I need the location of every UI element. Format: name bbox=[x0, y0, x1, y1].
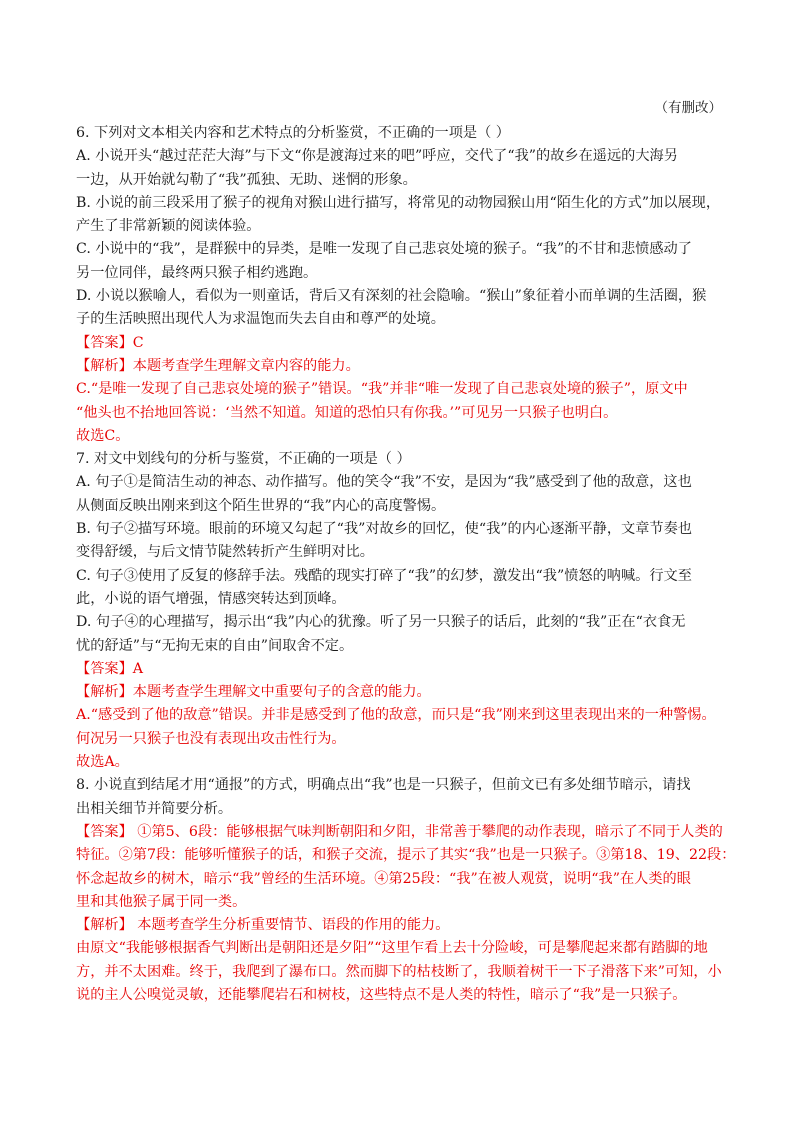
text-line: A.“感受到了他的敌意”错误。并非是感受到了他的敌意，而只是“我”刚来到这里表现出来的一种警惕。 bbox=[76, 707, 716, 724]
text-line: 怀念起故乡的树木，暗示“我”曾经的生活环境。④第25段：“我”在被人观赏，说明“我”在人类的眼 bbox=[76, 870, 691, 887]
text-line: 故选C。 bbox=[76, 427, 130, 444]
text-line: B. 句子②描写环境。眼前的环境又勾起了“我”对故乡的回忆，使“我”的内心逐渐平静，文章节奏也 bbox=[76, 521, 692, 538]
text-line: “他头也不抬地回答说：‘当然不知道。知道的恐怕只有你我。’”可见另一只猴子也明白。 bbox=[76, 404, 618, 421]
text-line: 何况另一只猴子也没有表现出攻击性行为。 bbox=[76, 730, 346, 747]
text-line: 另一位同伴，最终两只猴子相约逃跑。 bbox=[76, 264, 318, 281]
text-line: D. 句子④的心理描写，揭示出“我”内心的犹豫。听了另一只猴子的话后，此刻的“我”正在“衣食无 bbox=[76, 614, 686, 631]
text-line: C.“是唯一发现了自己悲哀处境的猴子”错误。“我”并非“唯一发现了自己悲哀处境的猴子”，原文中 bbox=[76, 381, 688, 398]
text-line: 此，小说的语气增强，情感突转达到顶峰。 bbox=[76, 590, 346, 607]
text-line: 【解析】本题考查学生理解文章内容的能力。 bbox=[76, 357, 360, 374]
text-line: 忧的舒适”与“无拘无束的自由”间取舍不定。 bbox=[76, 637, 354, 654]
text-line: 【答案】A bbox=[76, 660, 143, 677]
text-line: 方，并不太困难。终于，我爬到了瀑布口。然而脚下的枯枝断了，我顺着树干一下子滑落下来”可知，小 bbox=[76, 963, 722, 980]
text-line: 说的主人公嗅觉灵敏，还能攀爬岩石和树枝，这些特点不是人类的特性，暗示了“我”是一只猴子。 bbox=[76, 986, 687, 1003]
text-line: 【解析】 本题考查学生分析重要情节、语段的作用的能力。 bbox=[76, 917, 450, 934]
text-line: B. 小说的前三段采用了猴子的视角对猴山进行描写，将常见的动物园猴山用“陌生化的方式”加以展现， bbox=[76, 194, 721, 211]
text-line: A. 句子①是简洁生动的神态、动作描写。他的笑令“我”不安，是因为“我”感受到了他的敌意，这也 bbox=[76, 474, 692, 491]
document-body bbox=[76, 122, 736, 1007]
text-line: 出相关细节并简要分析。 bbox=[76, 800, 233, 817]
text-line: 从侧面反映出刚来到这个陌生世界的“我”内心的高度警惕。 bbox=[76, 497, 446, 514]
abridged-note: （有删改） bbox=[654, 100, 722, 116]
text-line: 特征。②第7段：能够听懂猴子的话，和猴子交流，提示了其实“我”也是一只猴子。③第18、19、22段： bbox=[76, 847, 736, 864]
text-line: A. 小说开头“越过茫茫大海”与下文“你是渡海过来的吧”呼应，交代了“我”的故乡在遥远的大海另 bbox=[76, 148, 678, 165]
text-line: 7. 对文中划线句的分析与鉴赏，不正确的一项是（ ） bbox=[76, 451, 411, 468]
text-line: 【答案】C bbox=[76, 334, 144, 351]
text-line: 子的生活映照出现代人为求温饱而失去自由和尊严的处境。 bbox=[76, 311, 445, 328]
text-line: C. 句子③使用了反复的修辞手法。残酷的现实打碎了“我”的幻梦，激发出“我”愤怒的呐喊。行文至 bbox=[76, 567, 692, 584]
text-line: 故选A。 bbox=[76, 754, 129, 771]
text-line: 【答案】 ①第5、6段：能够根据气味判断朝阳和夕阳，非常善于攀爬的动作表现，暗示了不同于人类的 bbox=[76, 823, 723, 840]
text-line: 由原文“我能够根据香气判断出是朝阳还是夕阳”“这里乍看上去十分险峻，可是攀爬起来都有踏脚的地 bbox=[76, 940, 708, 957]
text-line: 变得舒缓，与后文情节陡然转折产生鲜明对比。 bbox=[76, 544, 374, 561]
text-line: 8. 小说直到结尾才用“通报”的方式，明确点出“我”也是一只猴子，但前文已有多处细节暗示，请找 bbox=[76, 777, 691, 794]
text-line: 产生了非常新颖的阅读体验。 bbox=[76, 218, 261, 235]
text-line: D. 小说以猴喻人，看似为一则童话，背后又有深刻的社会隐喻。“猴山”象征着小而单调的生活圈，猴 bbox=[76, 288, 707, 305]
text-line: C. 小说中的“我”，是群猴中的异类，是唯一发现了自己悲哀处境的猴子。“我”的不甘和悲愤感动了 bbox=[76, 241, 692, 258]
text-line: 一边，从开始就勾勒了“我”孤独、无助、迷惘的形象。 bbox=[76, 171, 417, 188]
text-line: 6. 下列对文本相关内容和艺术特点的分析鉴赏，不正确的一项是（ ） bbox=[76, 125, 510, 141]
text-line: 里和其他猴子属于同一类。 bbox=[76, 893, 247, 910]
text-line: 【解析】本题考查学生理解文中重要句子的含意的能力。 bbox=[76, 684, 431, 701]
